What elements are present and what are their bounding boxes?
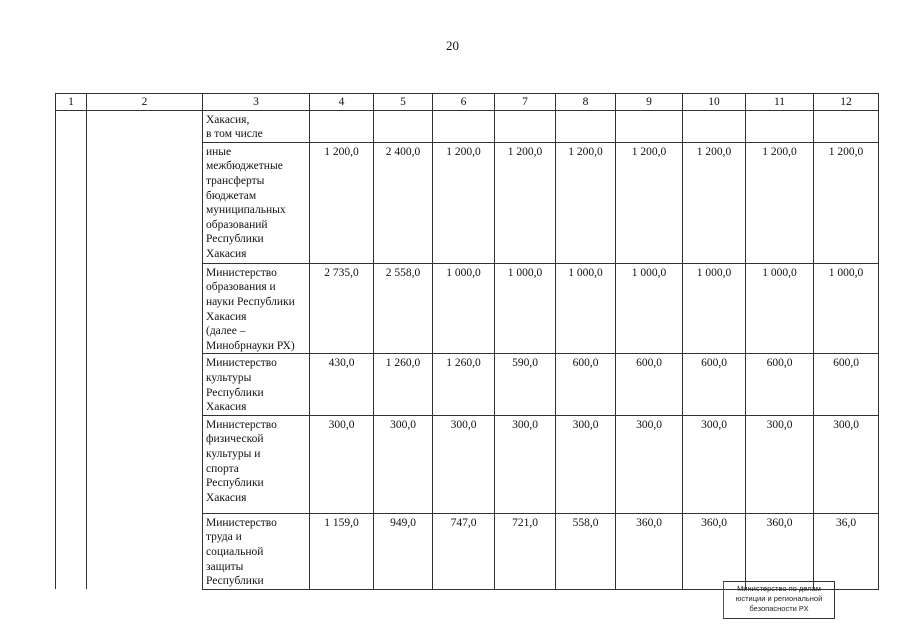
value-cell: 1 260,0 xyxy=(433,354,495,415)
value-cell: 360,0 xyxy=(746,513,814,589)
cell-col-2 xyxy=(87,513,203,589)
value-cell: 600,0 xyxy=(556,354,616,415)
column-header-9: 9 xyxy=(616,94,683,111)
column-header-3: 3 xyxy=(203,94,310,111)
table-row xyxy=(56,110,879,142)
value-cell xyxy=(495,110,556,142)
value-cell: 1 000,0 xyxy=(433,263,495,354)
value-cell: 2 558,0 xyxy=(374,263,433,354)
column-header-8: 8 xyxy=(556,94,616,111)
value-cell: 1 200,0 xyxy=(495,142,556,263)
value-cell: 430,0 xyxy=(310,354,374,415)
cell-col-2 xyxy=(87,110,203,142)
value-cell xyxy=(556,110,616,142)
value-cell: 1 200,0 xyxy=(556,142,616,263)
table-row xyxy=(56,354,879,415)
value-cell: 600,0 xyxy=(616,354,683,415)
value-cell: 1 000,0 xyxy=(683,263,746,354)
column-header-7: 7 xyxy=(495,94,556,111)
column-header-11: 11 xyxy=(746,94,814,111)
value-cell: 1 200,0 xyxy=(683,142,746,263)
value-cell: 1 000,0 xyxy=(495,263,556,354)
column-header-2: 2 xyxy=(87,94,203,111)
page-number: 20 xyxy=(446,38,459,53)
cell-col-2 xyxy=(87,415,203,513)
value-cell xyxy=(683,110,746,142)
value-cell: 2 735,0 xyxy=(310,263,374,354)
row-label: Министерство физической культуры и спорта Республики Хакасия xyxy=(203,415,310,513)
value-cell: 600,0 xyxy=(683,354,746,415)
value-cell xyxy=(374,110,433,142)
value-cell: 1 000,0 xyxy=(814,263,879,354)
value-cell: 600,0 xyxy=(746,354,814,415)
row-label: Министерство образования и науки Республики Хакасия (далее – Минобрнауки РХ) xyxy=(203,263,310,354)
value-cell: 721,0 xyxy=(495,513,556,589)
value-cell: 300,0 xyxy=(433,415,495,513)
table-body xyxy=(56,94,879,590)
value-cell: 1 000,0 xyxy=(746,263,814,354)
registration-stamp xyxy=(723,581,835,619)
value-cell xyxy=(310,110,374,142)
value-cell: 300,0 xyxy=(495,415,556,513)
row-label: Министерство труда и социальной защиты Республики xyxy=(203,513,310,589)
value-cell: 590,0 xyxy=(495,354,556,415)
column-header-5: 5 xyxy=(374,94,433,111)
value-cell: 360,0 xyxy=(683,513,746,589)
value-cell xyxy=(433,110,495,142)
column-header-10: 10 xyxy=(683,94,746,111)
value-cell: 300,0 xyxy=(310,415,374,513)
budget-table xyxy=(55,93,879,590)
value-cell: 360,0 xyxy=(616,513,683,589)
value-cell: 1 000,0 xyxy=(616,263,683,354)
value-cell: 1 260,0 xyxy=(374,354,433,415)
value-cell: 1 200,0 xyxy=(616,142,683,263)
value-cell: 300,0 xyxy=(814,415,879,513)
column-header-4: 4 xyxy=(310,94,374,111)
value-cell: 1 200,0 xyxy=(746,142,814,263)
value-cell: 300,0 xyxy=(746,415,814,513)
value-cell: 2 400,0 xyxy=(374,142,433,263)
value-cell: 300,0 xyxy=(616,415,683,513)
stamp-line-3: безопасности РХ xyxy=(749,604,809,613)
value-cell: 300,0 xyxy=(374,415,433,513)
cell-col-1 xyxy=(56,415,87,513)
value-cell xyxy=(616,110,683,142)
column-header-1: 1 xyxy=(56,94,87,111)
value-cell: 1 200,0 xyxy=(310,142,374,263)
table-row xyxy=(56,263,879,354)
value-cell: 1 200,0 xyxy=(814,142,879,263)
cell-col-1 xyxy=(56,354,87,415)
row-label: Министерство культуры Республики Хакасия xyxy=(203,354,310,415)
cell-col-1 xyxy=(56,513,87,589)
value-cell: 1 000,0 xyxy=(556,263,616,354)
cell-col-1 xyxy=(56,263,87,354)
cell-col-2 xyxy=(87,142,203,263)
cell-col-1 xyxy=(56,110,87,142)
value-cell: 36,0 xyxy=(814,513,879,589)
value-cell: 300,0 xyxy=(556,415,616,513)
row-label: Хакасия, в том числе xyxy=(203,110,310,142)
value-cell: 1 200,0 xyxy=(433,142,495,263)
table-header-row xyxy=(56,94,879,111)
table-row xyxy=(56,415,879,513)
value-cell: 1 159,0 xyxy=(310,513,374,589)
row-label: иные межбюджетные трансферты бюджетам муниципальных образований Республики Хакасия xyxy=(203,142,310,263)
value-cell: 747,0 xyxy=(433,513,495,589)
value-cell: 600,0 xyxy=(814,354,879,415)
stamp-line-1: Министерство по делам xyxy=(737,584,821,593)
value-cell xyxy=(814,110,879,142)
column-header-12: 12 xyxy=(814,94,879,111)
column-header-6: 6 xyxy=(433,94,495,111)
cell-col-2 xyxy=(87,263,203,354)
value-cell: 300,0 xyxy=(683,415,746,513)
value-cell: 949,0 xyxy=(374,513,433,589)
table-row xyxy=(56,513,879,589)
value-cell xyxy=(746,110,814,142)
cell-col-2 xyxy=(87,354,203,415)
stamp-line-2: юстиции и региональной xyxy=(735,594,823,603)
value-cell: 558,0 xyxy=(556,513,616,589)
cell-col-1 xyxy=(56,142,87,263)
table-row xyxy=(56,142,879,263)
